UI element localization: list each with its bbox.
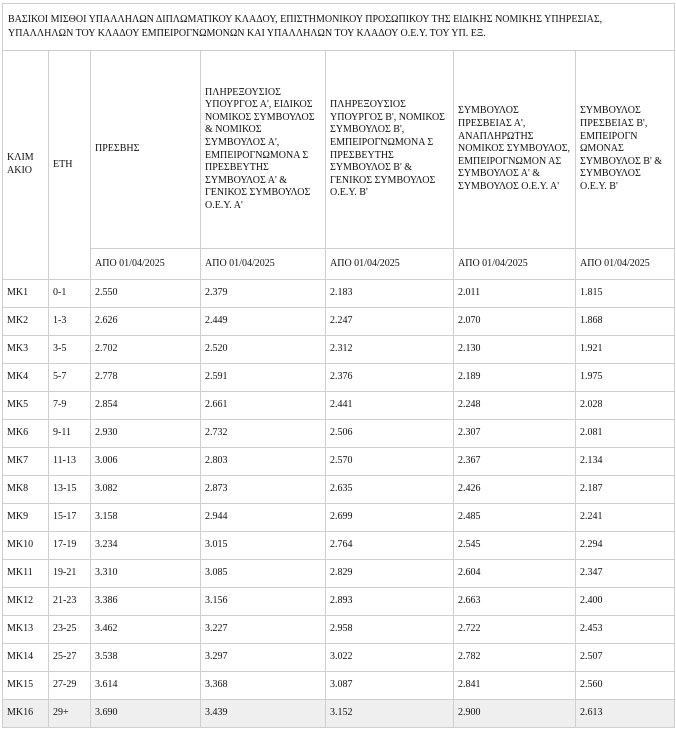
cell-salary: 2.560 — [576, 672, 675, 700]
cell-eti: 25-27 — [49, 644, 91, 672]
cell-salary: 2.506 — [326, 420, 454, 448]
table-row — [3, 308, 675, 336]
cell-klimakio: ΜΚ9 — [3, 504, 49, 532]
table-row — [3, 336, 675, 364]
table-row — [3, 532, 675, 560]
cell-salary: 3.234 — [91, 532, 201, 560]
cell-klimakio: ΜΚ8 — [3, 476, 49, 504]
header-presvis: ΠΡΕΣΒΗΣ — [91, 51, 201, 249]
header-symv-b: ΣΥΜΒΟΥΛΟΣ ΠΡΕΣΒΕΙΑΣ Β', ΕΜΠΕΙΡΟΓΝ ΩΜΟΝΑΣ ΣΥΜΒΟΥΛΟΣ Β' & ΣΥΜΒΟΥΛΟΣ Ο.Ε.Υ. Β' — [576, 51, 675, 249]
cell-salary: 2.893 — [326, 588, 454, 616]
cell-klimakio: ΜΚ5 — [3, 392, 49, 420]
table-row — [3, 364, 675, 392]
cell-eti: 23-25 — [49, 616, 91, 644]
cell-klimakio: ΜΚ3 — [3, 336, 49, 364]
salary-table — [2, 3, 675, 728]
cell-eti: 21-23 — [49, 588, 91, 616]
cell-salary: 1.815 — [576, 280, 675, 308]
cell-eti: 15-17 — [49, 504, 91, 532]
cell-eti: 29+ — [49, 700, 91, 728]
cell-salary: 2.803 — [201, 448, 326, 476]
cell-salary: 2.347 — [576, 560, 675, 588]
table-row — [3, 476, 675, 504]
cell-salary: 2.307 — [454, 420, 576, 448]
table-row — [3, 588, 675, 616]
cell-salary: 2.028 — [576, 392, 675, 420]
header-symv-a: ΣΥΜΒΟΥΛΟΣ ΠΡΕΣΒΕΙΑΣ Α', ΑΝΑΠΛΗΡΩΤΗΣ ΝΟΜΙΚΟΣ ΣΥΜΒΟΥΛΟΣ, ΕΜΠΕΙΡΟΓΝΩΜΟΝ ΑΣ ΣΥΜΒΟΥΛΟΣ Α' & ΣΥΜΒΟΥΛΟΣ Ο.Ε.Υ. Α' — [454, 51, 576, 249]
cell-salary: 2.764 — [326, 532, 454, 560]
cell-salary: 2.247 — [326, 308, 454, 336]
cell-salary: 2.507 — [576, 644, 675, 672]
cell-salary: 2.187 — [576, 476, 675, 504]
cell-salary: 2.829 — [326, 560, 454, 588]
header-date: ΑΠΟ 01/04/2025 — [454, 249, 576, 280]
cell-salary: 2.930 — [91, 420, 201, 448]
cell-klimakio: ΜΚ1 — [3, 280, 49, 308]
cell-salary: 2.545 — [454, 532, 576, 560]
cell-salary: 2.699 — [326, 504, 454, 532]
table-row — [3, 448, 675, 476]
cell-salary: 2.189 — [454, 364, 576, 392]
table-row — [3, 700, 675, 728]
cell-salary: 3.386 — [91, 588, 201, 616]
header-pliref-b: ΠΛΗΡΕΞΟΥΣΙΟΣ ΥΠΟΥΡΓΟΣ Β', ΝΟΜΙΚΟΣ ΣΥΜΒΟΥΛΟΣ Β', ΕΜΠΕΙΡΟΓΝΩΜΟΝΑ Σ ΠΡΕΣΒΕΥΤΗΣ ΣΥΜΒΟΥΛΟΣ Β' & ΓΕΝΙΚΟΣ ΣΥΜΒΟΥΛΟΣ Ο.Ε.Υ. Β' — [326, 51, 454, 249]
cell-salary: 2.635 — [326, 476, 454, 504]
cell-salary: 2.661 — [201, 392, 326, 420]
cell-salary: 2.613 — [576, 700, 675, 728]
cell-salary: 2.550 — [91, 280, 201, 308]
cell-klimakio: ΜΚ4 — [3, 364, 49, 392]
cell-salary: 2.782 — [454, 644, 576, 672]
cell-salary: 2.722 — [454, 616, 576, 644]
cell-salary: 2.426 — [454, 476, 576, 504]
table-row — [3, 616, 675, 644]
cell-salary: 2.626 — [91, 308, 201, 336]
table-row — [3, 280, 675, 308]
cell-salary: 2.520 — [201, 336, 326, 364]
cell-salary: 2.134 — [576, 448, 675, 476]
table-row — [3, 392, 675, 420]
cell-klimakio: ΜΚ10 — [3, 532, 49, 560]
cell-salary: 2.900 — [454, 700, 576, 728]
cell-salary: 3.462 — [91, 616, 201, 644]
cell-salary: 2.081 — [576, 420, 675, 448]
cell-salary: 2.702 — [91, 336, 201, 364]
cell-salary: 2.183 — [326, 280, 454, 308]
cell-eti: 27-29 — [49, 672, 91, 700]
cell-salary: 2.441 — [326, 392, 454, 420]
cell-salary: 3.158 — [91, 504, 201, 532]
cell-salary: 2.944 — [201, 504, 326, 532]
cell-salary: 2.958 — [326, 616, 454, 644]
cell-salary: 3.156 — [201, 588, 326, 616]
cell-salary: 2.570 — [326, 448, 454, 476]
cell-salary: 2.312 — [326, 336, 454, 364]
cell-eti: 1-3 — [49, 308, 91, 336]
cell-salary: 3.152 — [326, 700, 454, 728]
cell-salary: 1.975 — [576, 364, 675, 392]
cell-salary: 2.376 — [326, 364, 454, 392]
cell-salary: 3.015 — [201, 532, 326, 560]
header-date: ΑΠΟ 01/04/2025 — [326, 249, 454, 280]
cell-salary: 2.778 — [91, 364, 201, 392]
cell-salary: 2.732 — [201, 420, 326, 448]
table-title: ΒΑΣΙΚΟΙ ΜΙΣΘΟΙ ΥΠΑΛΛΗΛΩΝ ΔΙΠΛΩΜΑΤΙΚΟΥ ΚΛΑΔΟΥ, ΕΠΙΣΤΗΜΟΝΙΚΟΥ ΠΡΟΣΩΠΙΚΟΥ ΤΗΣ ΕΙΔΙΚΗΣ ΝΟΜΙΚΗΣ ΥΠΗΡΕΣΙΑΣ, ΥΠΑΛΛΗΛΩΝ ΤΟΥ ΚΛΑΔΟΥ ΕΜΠΕΙΡΟΓΝΩΜΟΝΩΝ ΚΑΙ ΥΠΑΛΛΗΛΩΝ ΤΟΥ ΚΛΑΔΟΥ Ο.Ε.Υ. ΤΟΥ ΥΠ. ΕΞ. — [3, 4, 675, 51]
cell-salary: 3.087 — [326, 672, 454, 700]
cell-klimakio: ΜΚ13 — [3, 616, 49, 644]
cell-eti: 11-13 — [49, 448, 91, 476]
cell-salary: 2.591 — [201, 364, 326, 392]
cell-salary: 2.070 — [454, 308, 576, 336]
cell-eti: 13-15 — [49, 476, 91, 504]
header-eti: ΕΤΗ — [49, 51, 91, 280]
cell-salary: 2.011 — [454, 280, 576, 308]
cell-salary: 3.297 — [201, 644, 326, 672]
cell-salary: 3.082 — [91, 476, 201, 504]
table-row — [3, 420, 675, 448]
cell-salary: 3.439 — [201, 700, 326, 728]
cell-salary: 3.614 — [91, 672, 201, 700]
cell-eti: 5-7 — [49, 364, 91, 392]
cell-salary: 3.538 — [91, 644, 201, 672]
cell-salary: 2.248 — [454, 392, 576, 420]
cell-eti: 19-21 — [49, 560, 91, 588]
cell-eti: 7-9 — [49, 392, 91, 420]
cell-salary: 3.368 — [201, 672, 326, 700]
header-date: ΑΠΟ 01/04/2025 — [576, 249, 675, 280]
salary-table-container — [2, 3, 674, 728]
cell-klimakio: ΜΚ15 — [3, 672, 49, 700]
cell-salary: 3.085 — [201, 560, 326, 588]
cell-klimakio: ΜΚ7 — [3, 448, 49, 476]
cell-eti: 0-1 — [49, 280, 91, 308]
cell-eti: 9-11 — [49, 420, 91, 448]
table-row — [3, 672, 675, 700]
cell-salary: 3.006 — [91, 448, 201, 476]
cell-klimakio: ΜΚ12 — [3, 588, 49, 616]
cell-salary: 3.022 — [326, 644, 454, 672]
table-row — [3, 560, 675, 588]
cell-salary: 1.868 — [576, 308, 675, 336]
cell-klimakio: ΜΚ11 — [3, 560, 49, 588]
cell-salary: 2.453 — [576, 616, 675, 644]
cell-salary: 3.227 — [201, 616, 326, 644]
header-pliref-a: ΠΛΗΡΕΞΟΥΣΙΟΣ ΥΠΟΥΡΓΟΣ Α', ΕΙΔΙΚΟΣ ΝΟΜΙΚΟΣ ΣΥΜΒΟΥΛΟΣ & ΝΟΜΙΚΟΣ ΣΥΜΒΟΥΛΟΣ Α', ΕΜΠΕΙΡΟΓΝΩΜΟΝΑ Σ ΠΡΕΣΒΕΥΤΗΣ ΣΥΜΒΟΥΛΟΣ Α' & ΓΕΝΙΚΟΣ ΣΥΜΒΟΥΛΟΣ Ο.Ε.Υ. Α' — [201, 51, 326, 249]
table-row — [3, 504, 675, 532]
header-date: ΑΠΟ 01/04/2025 — [201, 249, 326, 280]
cell-klimakio: ΜΚ2 — [3, 308, 49, 336]
header-date: ΑΠΟ 01/04/2025 — [91, 249, 201, 280]
cell-salary: 2.663 — [454, 588, 576, 616]
cell-salary: 2.130 — [454, 336, 576, 364]
header-klimakio: ΚΛΙΜ ΑΚΙΟ — [3, 51, 49, 280]
cell-salary: 2.367 — [454, 448, 576, 476]
cell-salary: 3.690 — [91, 700, 201, 728]
cell-salary: 2.379 — [201, 280, 326, 308]
cell-salary: 2.873 — [201, 476, 326, 504]
cell-klimakio: ΜΚ14 — [3, 644, 49, 672]
cell-salary: 2.841 — [454, 672, 576, 700]
cell-eti: 17-19 — [49, 532, 91, 560]
cell-klimakio: ΜΚ16 — [3, 700, 49, 728]
cell-salary: 2.449 — [201, 308, 326, 336]
table-row — [3, 644, 675, 672]
cell-salary: 2.854 — [91, 392, 201, 420]
cell-salary: 3.310 — [91, 560, 201, 588]
cell-salary: 2.400 — [576, 588, 675, 616]
cell-salary: 2.485 — [454, 504, 576, 532]
cell-salary: 1.921 — [576, 336, 675, 364]
cell-salary: 2.604 — [454, 560, 576, 588]
cell-klimakio: ΜΚ6 — [3, 420, 49, 448]
cell-salary: 2.294 — [576, 532, 675, 560]
cell-eti: 3-5 — [49, 336, 91, 364]
cell-salary: 2.241 — [576, 504, 675, 532]
